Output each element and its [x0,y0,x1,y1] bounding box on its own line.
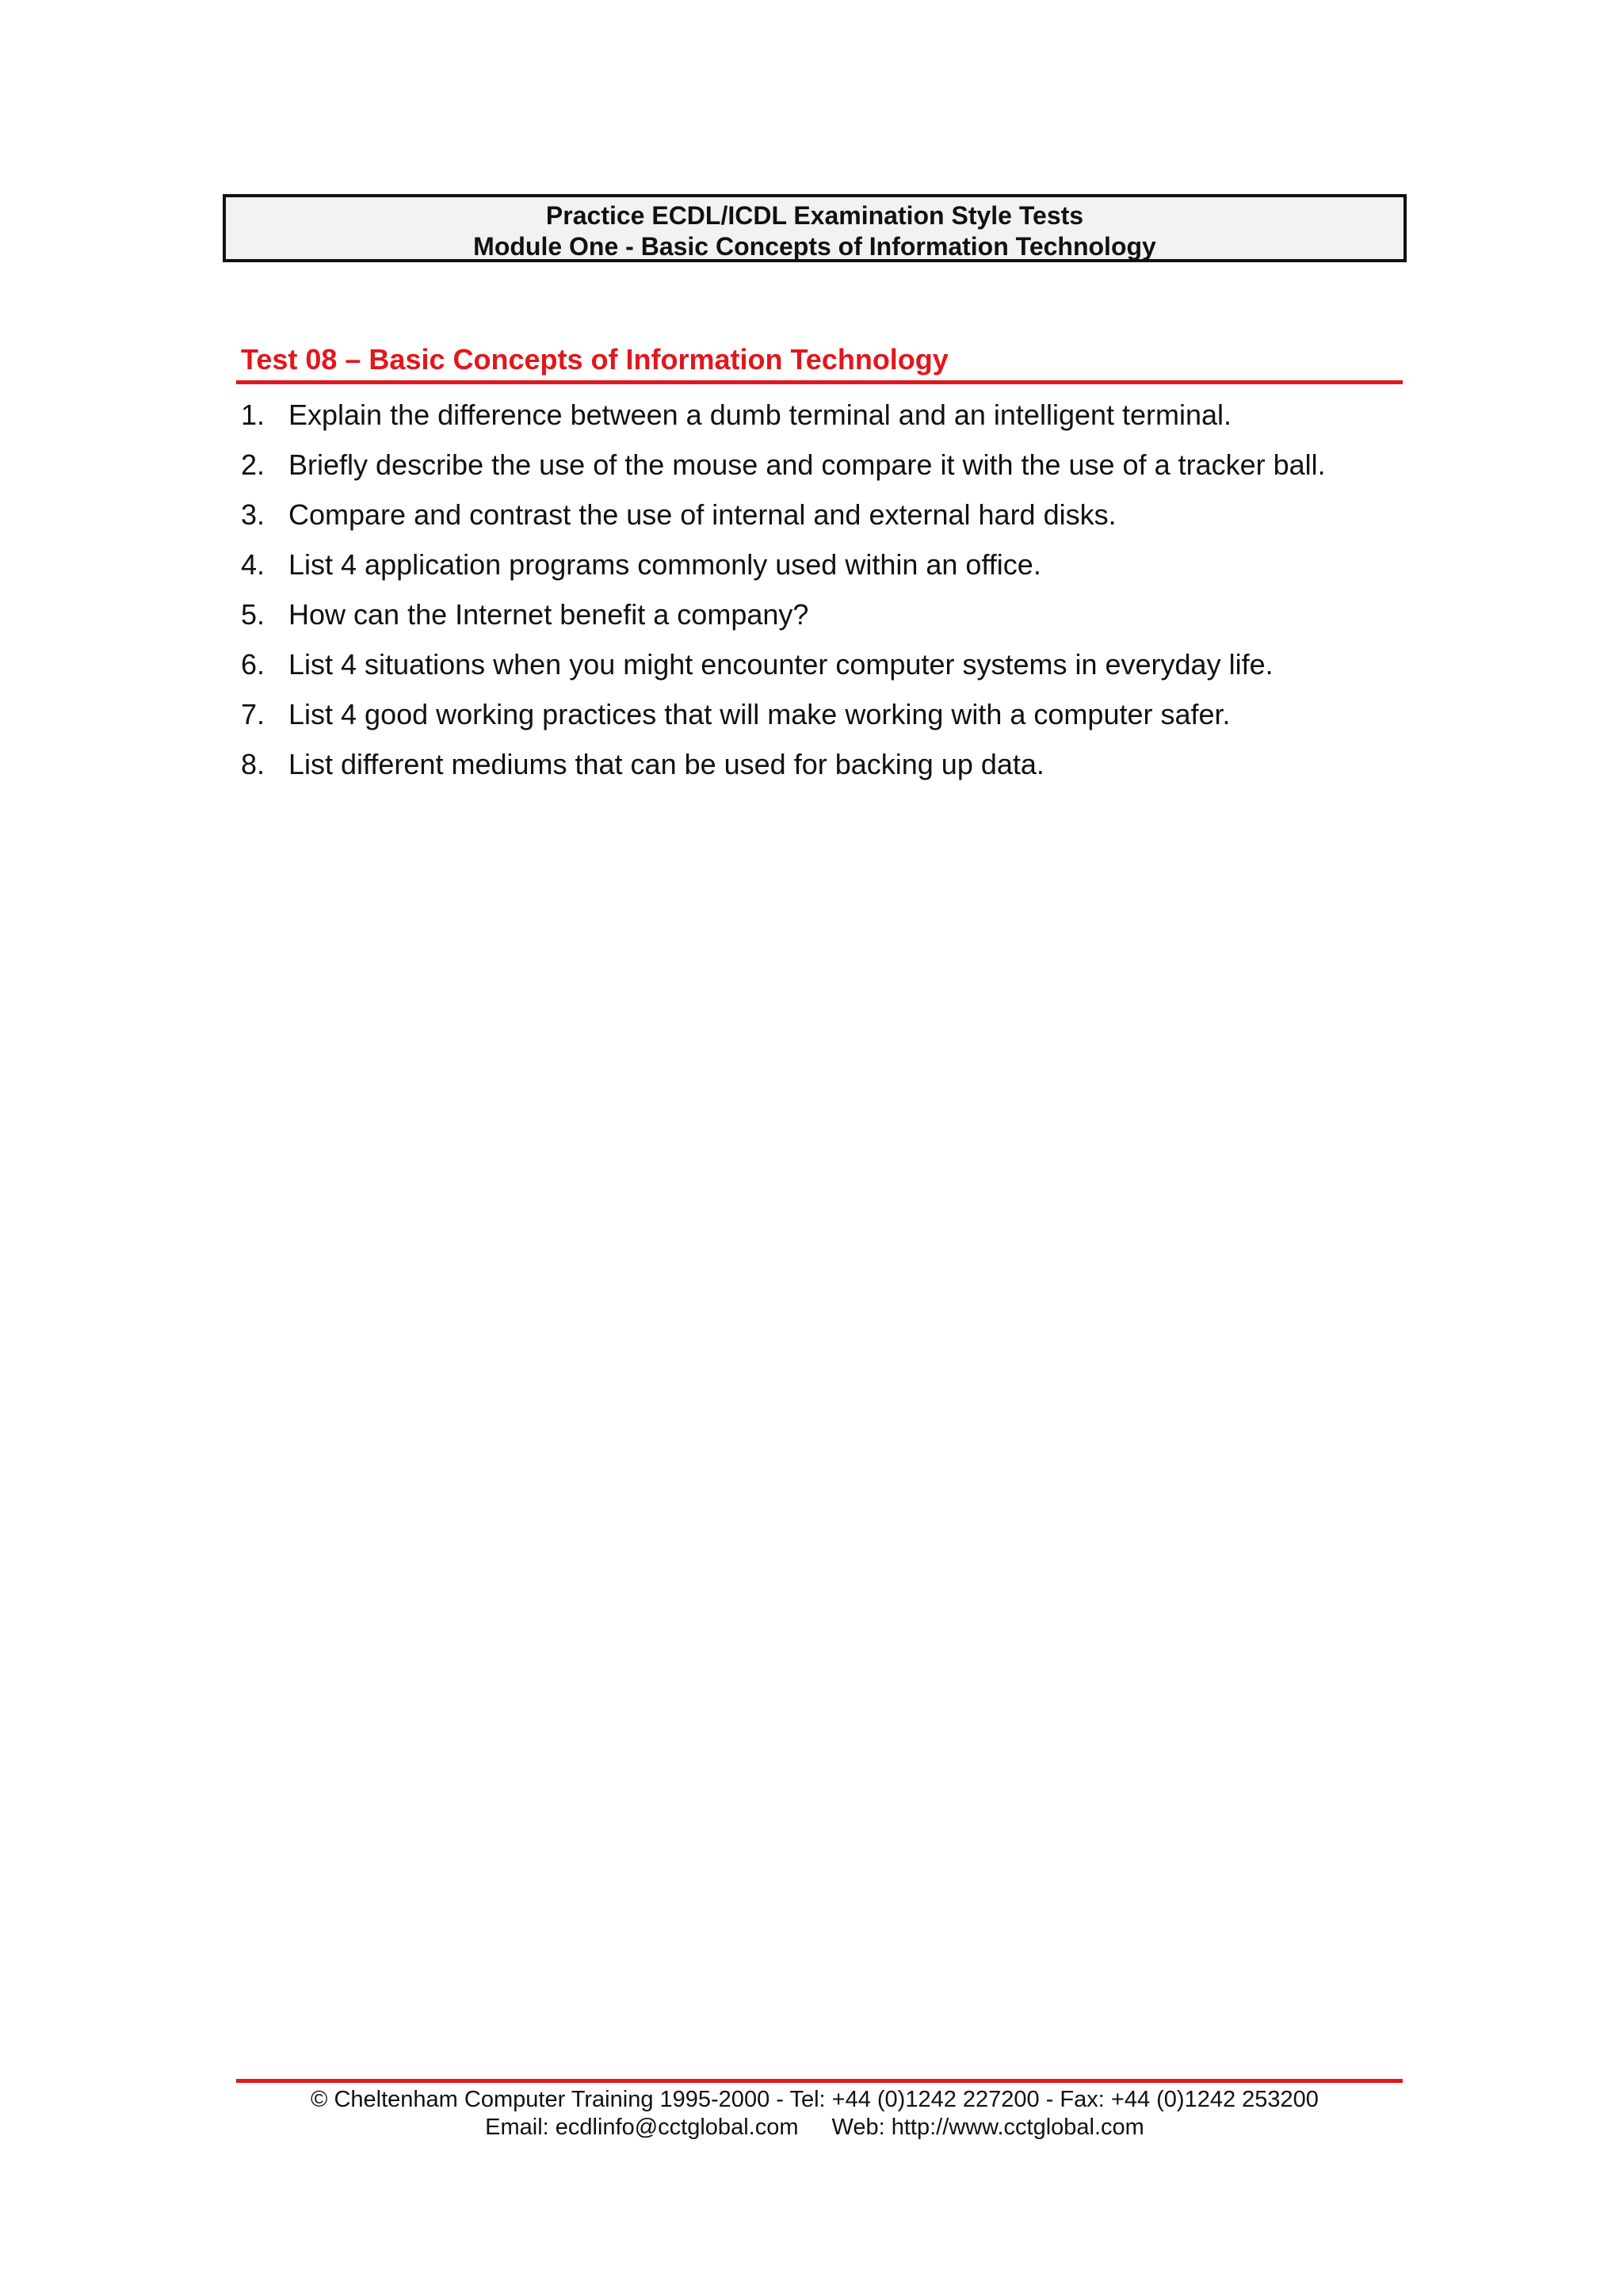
question-text: List 4 situations when you might encounter computer systems in everyday life. [288,648,1274,681]
page-footer [223,2086,1407,2142]
question-number: 2. [241,448,265,481]
question-number: 6. [241,648,265,681]
question-text: Compare and contrast the use of internal and external hard disks. [288,498,1117,531]
test-title: Test 08 – Basic Concepts of Information Technology [241,343,949,376]
question-number: 1. [241,399,265,431]
footer-contact [223,2114,1407,2142]
footer-web: Web: http://www.cctglobal.com [831,2115,1144,2140]
question-number: 8. [241,748,265,780]
header-title: Practice ECDL/ICDL Examination Style Tests [545,201,1084,230]
header-subtitle: Module One - Basic Concepts of Information Technology [473,232,1156,261]
question-number: 5. [241,598,265,631]
question-text: How can the Internet benefit a company? [288,598,809,631]
question-text: Explain the difference between a dumb terminal and an intelligent terminal. [288,399,1232,431]
title-divider [236,380,1403,384]
footer-copyright: © Cheltenham Computer Training 1995-2000 - Tel: +44 (0)1242 227200 - Fax: +44 (0)1242 253200 [311,2087,1319,2112]
question-number: 7. [241,698,265,730]
question-number: 4. [241,548,265,581]
question-number: 3. [241,498,265,531]
question-text: List 4 good working practices that will make working with a computer safer. [288,698,1231,730]
footer-divider [236,2079,1403,2083]
question-text: List different mediums that can be used for backing up data. [288,748,1044,780]
document-header [223,194,1407,262]
footer-email: Email: ecdlinfo@cctglobal.com [485,2115,799,2140]
question-text: List 4 application programs commonly used within an office. [288,548,1041,581]
question-text: Briefly describe the use of the mouse and compare it with the use of a tracker ball. [288,448,1326,481]
